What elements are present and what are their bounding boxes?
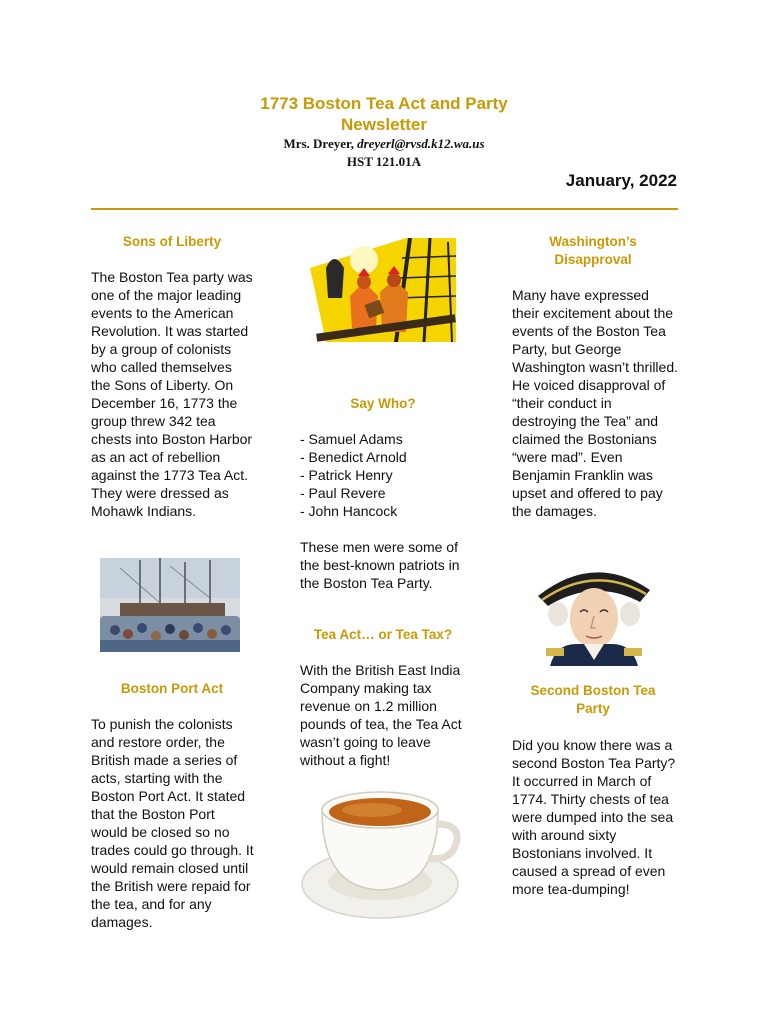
patriot-names-list (300, 430, 466, 520)
sons-of-liberty-heading: Sons of Liberty (122, 234, 222, 249)
boston-port-act-heading: Boston Port Act (120, 681, 224, 696)
harbor-painting-image (100, 558, 240, 652)
course-code: HST 121.01A (346, 154, 422, 169)
teacup-image (300, 784, 462, 926)
second-tea-party-text: Did you know there was a second Boston Tea Party? It occurred in March of 1774. Thirty chests of tea were dumped into the sea with around sixty Bostonians involved. It caused a spread of even more tea-dumping! (512, 737, 676, 897)
tea-party-illustration-image (306, 238, 460, 342)
list-item: - Paul Revere (300, 485, 386, 501)
author-name: Mrs. Dreyer, (283, 136, 354, 151)
list-item: - John Hancock (300, 503, 398, 519)
title-line-2: Newsletter (341, 115, 427, 134)
second-tea-party-heading: Second Boston Tea Party (530, 683, 656, 716)
washington-heading: Washington’s Disapproval (549, 234, 637, 267)
boston-port-act-text: To punish the colonists and restore order, the British made a series of acts, starting with the Boston Port Act. It stated that the Boston Port would be closed so no trades could go through. It would remain closed until the British were repaid for the tea, and for any damages. (91, 716, 254, 930)
tea-act-heading: Tea Act… or Tea Tax? (313, 627, 453, 642)
title-line-1: 1773 Boston Tea Act and Party (260, 94, 508, 113)
list-item: - Samuel Adams (300, 431, 403, 447)
tea-act-text: With the British East India Company making tax revenue on 1.2 million pounds of tea, the Tea Act wasn’t going to leave without a fight! (300, 662, 462, 768)
washington-text: Many have expressed their excitement about the events of the Boston Tea Party, but George Washington wasn’t thrilled. He voiced disapproval of “their conduct in destroying the Tea” and claimed the Bostonians “were mad”. Even Benjamin Franklin was upset and offered to pay the damages. (512, 287, 679, 519)
sons-of-liberty-text: The Boston Tea party was one of the major leading events to the American Revolution. It was started by a group of colonists who called themselves the Sons of Liberty. On December 16, 1773 the group threw 342 tea chests into Boston Harbor as an act of rebellion against the 1773 Tea Act. They were dressed as Mohawk Indians. (91, 269, 253, 519)
byline (0, 135, 768, 171)
say-who-text: These men were some of the best-known patriots in the Boston Tea Party. (300, 539, 460, 591)
newsletter-title (0, 93, 768, 135)
george-washington-portrait-image (536, 556, 652, 666)
author-email: dreyerl@rvsd.k12.wa.us (357, 136, 485, 151)
header-divider (91, 208, 678, 210)
issue-date: January, 2022 (565, 171, 677, 190)
list-item: - Benedict Arnold (300, 449, 407, 465)
say-who-heading: Say Who? (350, 396, 416, 411)
list-item: - Patrick Henry (300, 467, 393, 483)
